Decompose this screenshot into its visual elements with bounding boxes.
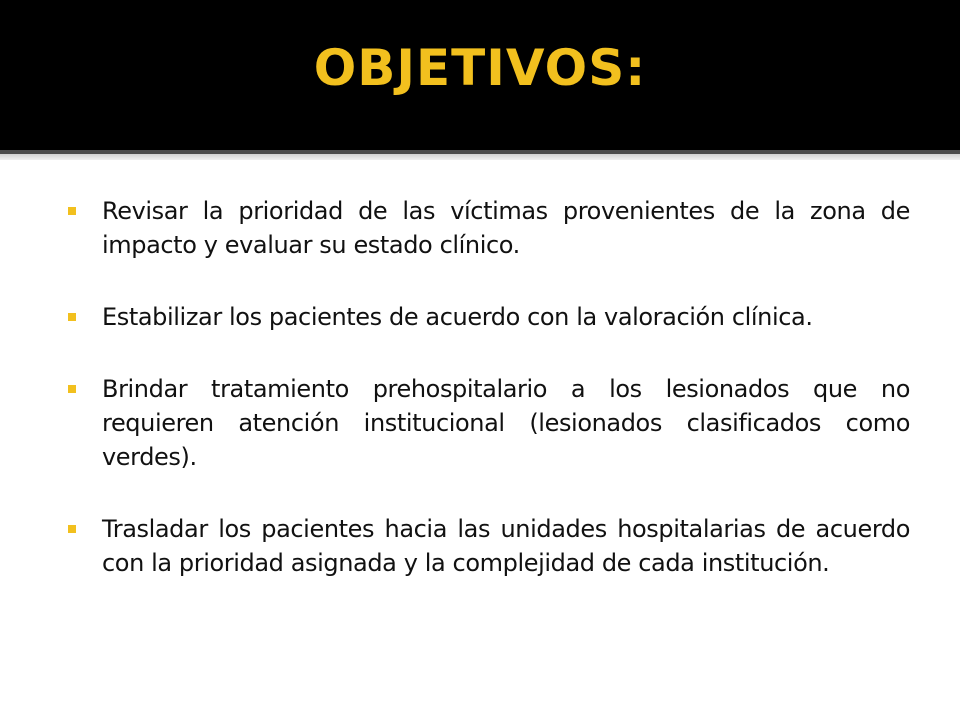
square-bullet-icon bbox=[68, 207, 76, 215]
bullet-item bbox=[68, 512, 910, 580]
bullet-text: Revisar la prioridad de las víctimas provenientes de la zona de impacto y evaluar su estado clínico. bbox=[102, 197, 910, 259]
bullet-item bbox=[68, 300, 910, 334]
title-bar bbox=[0, 0, 960, 150]
bullet-text: Estabilizar los pacientes de acuerdo con la valoración clínica. bbox=[102, 303, 813, 331]
square-bullet-icon bbox=[68, 385, 76, 393]
bullet-list bbox=[68, 194, 910, 580]
square-bullet-icon bbox=[68, 525, 76, 533]
bullet-item bbox=[68, 372, 910, 474]
title-divider-light bbox=[0, 154, 960, 160]
slide-title: OBJETIVOS: bbox=[313, 39, 647, 97]
square-bullet-icon bbox=[68, 313, 76, 321]
bullet-text: Trasladar los pacientes hacia las unidades hospitalarias de acuerdo con la prioridad asignada y la complejidad de cada institución. bbox=[102, 515, 910, 577]
bullet-item bbox=[68, 194, 910, 262]
bullet-text: Brindar tratamiento prehospitalario a los lesionados que no requieren atención institucional (lesionados clasificados como verdes). bbox=[102, 375, 910, 471]
